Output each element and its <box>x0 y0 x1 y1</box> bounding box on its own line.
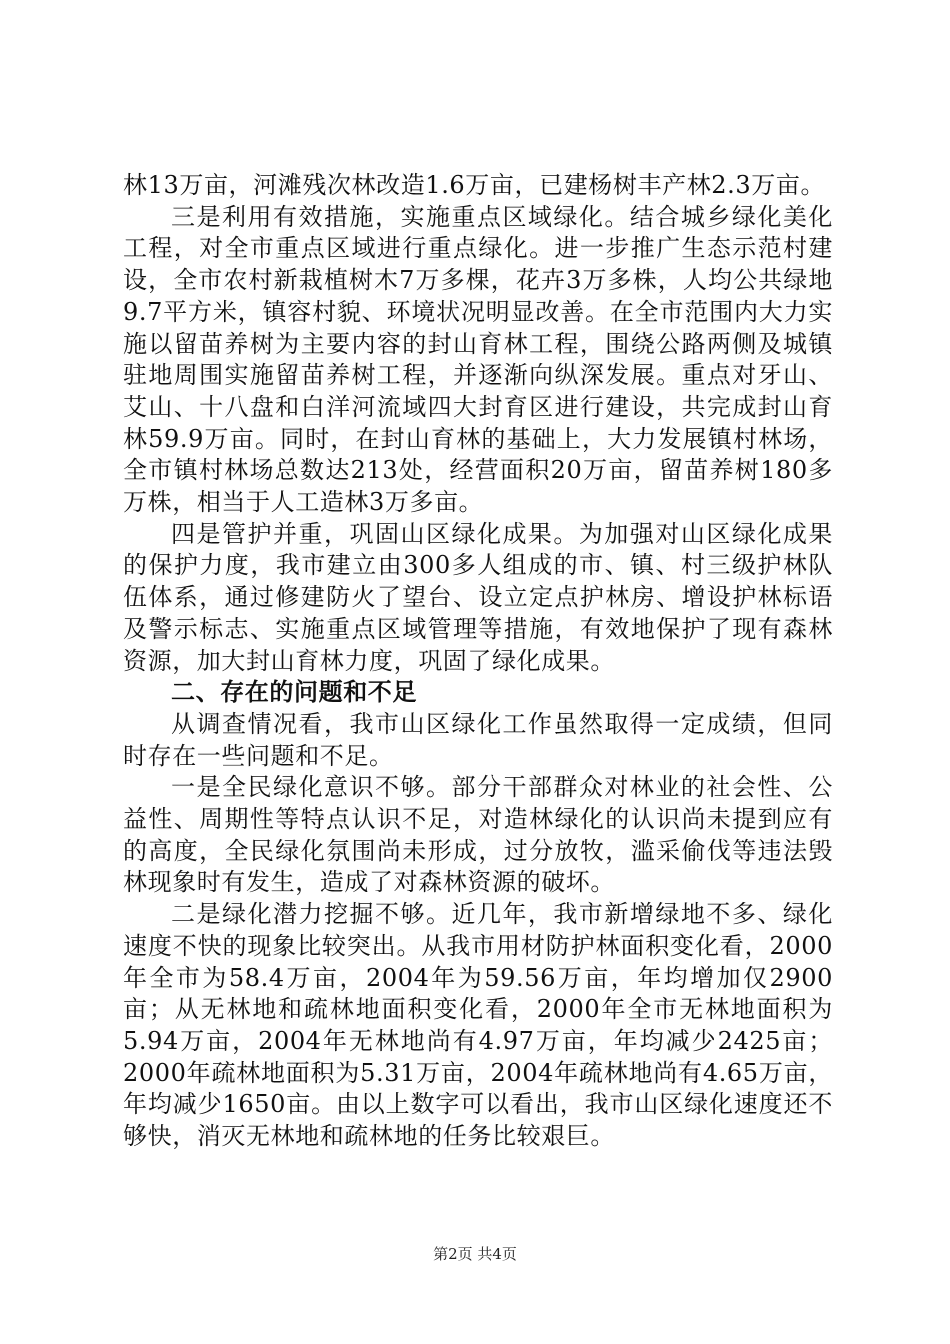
body-paragraph: 一是全民绿化意识不够。部分干部群众对林业的社会性、公益性、周期性等特点认识不足，对造林绿化的认识尚未提到应有的高度，全民绿化氛围尚未形成，过分放牧，滥采偷伐等违法毁林现象时有发生，造成了对森林资源的破坏。 <box>123 773 833 897</box>
document-body <box>123 170 833 1153</box>
body-paragraph: 从调查情况看，我市山区绿化工作虽然取得一定成绩，但同时存在一些问题和不足。 <box>123 709 833 770</box>
body-paragraph: 二是绿化潜力挖掘不够。近几年，我市新增绿地不多、绿化速度不快的现象比较突出。从我市用材防护林面积变化看，2000年全市为58.4万亩，2004年为59.56万亩，年均增加仅2900亩；从无林地和疏林地面积变化看，2000年全市无林地面积为5.94万亩，2004年无林地尚有4.97万亩，年均减少2425亩；2000年疏林地面积为5.31万亩，2004年疏林地尚有4.65万亩，年均减少1650亩。由以上数字可以看出，我市山区绿化速度还不够快，消灭无林地和疏林地的任务比较艰巨。 <box>123 900 833 1151</box>
body-paragraph: 三是利用有效措施，实施重点区域绿化。结合城乡绿化美化工程，对全市重点区域进行重点绿化。进一步推广生态示范村建设，全市农村新栽植树木7万多棵，花卉3万多株，人均公共绿地9.7平方米，镇容村貌、环境状况明显改善。在全市范围内大力实施以留苗养树为主要内容的封山育林工程，围绕公路两侧及城镇驻地周围实施留苗养树工程，并逐渐向纵深发展。重点对牙山、艾山、十八盘和白洋河流域四大封育区进行建设，共完成封山育林59.9万亩。同时，在封山育林的基础上，大力发展镇村林场，全市镇村林场总数达213处，经营面积20万亩，留苗养树180多万株，相当于人工造林3万多亩。 <box>123 202 833 517</box>
body-paragraph: 四是管护并重，巩固山区绿化成果。为加强对山区绿化成果的保护力度，我市建立由300多人组成的市、镇、村三级护林队伍体系，通过修建防火了望台、设立定点护林房、增设护林标语及警示标志、实施重点区域管理等措施，有效地保护了现有森林资源，加大封山育林力度，巩固了绿化成果。 <box>123 519 833 675</box>
section-heading: 二、存在的问题和不足 <box>171 678 417 707</box>
body-paragraph: 林13万亩，河滩残次林改造1.6万亩，已建杨树丰产林2.3万亩。 <box>123 171 826 199</box>
page-number-footer: 第2页 共4页 <box>433 1245 517 1263</box>
